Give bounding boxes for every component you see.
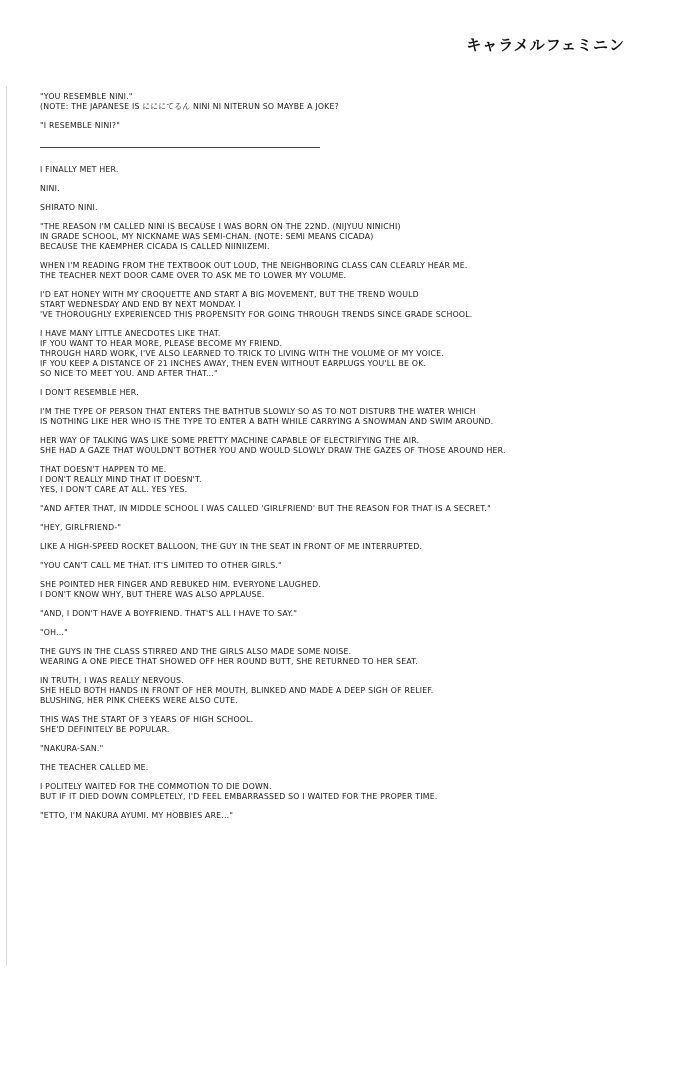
paragraph bbox=[40, 436, 660, 456]
text-line: "YOU RESEMBLE NINI." bbox=[40, 92, 133, 101]
text-line: I'D EAT HONEY WITH MY CROQUETTE AND START A BIG MOVEMENT, BUT THE TREND WOULD bbox=[40, 290, 419, 299]
text-line: "YOU CAN'T CALL ME THAT. IT'S LIMITED TO OTHER GIRLS." bbox=[40, 561, 282, 570]
text-line: SHE POINTED HER FINGER AND REBUKED HIM. EVERYONE LAUGHED. bbox=[40, 580, 322, 589]
paragraph bbox=[40, 647, 660, 667]
paragraph bbox=[40, 261, 660, 281]
text-line: SHE HELD BOTH HANDS IN FRONT OF HER MOUTH, BLINKED AND MADE A DEEP SIGH OF RELIEF. bbox=[40, 686, 434, 695]
text-line: WEARING A ONE PIECE THAT SHOWED OFF HER ROUND BUTT, SHE RETURNED TO HER SEAT. bbox=[40, 657, 418, 666]
text-line: THAT DOESN'T HAPPEN TO ME. bbox=[40, 465, 167, 474]
text-line: WHEN I'M READING FROM THE TEXTBOOK OUT LOUD, THE NEIGHBORING CLASS CAN CLEARLY HEAR ME. bbox=[40, 261, 468, 270]
text-line: "NAKURA-SAN." bbox=[40, 744, 104, 753]
text-line: I HAVE MANY LITTLE ANECDOTES LIKE THAT. bbox=[40, 329, 221, 338]
text-line: HER WAY OF TALKING WAS LIKE SOME PRETTY MACHINE CAPABLE OF ELECTRIFYING THE AIR. bbox=[40, 436, 420, 445]
paragraph bbox=[40, 609, 660, 619]
paragraph bbox=[40, 203, 660, 213]
text-line: IS NOTHING LIKE HER WHO IS THE TYPE TO ENTER A BATH WHILE CARRYING A SNOWMAN AND SWIM AROUND. bbox=[40, 417, 494, 426]
text-line: THIS WAS THE START OF 3 YEARS OF HIGH SCHOOL. bbox=[40, 715, 254, 724]
text-line: IF YOU KEEP A DISTANCE OF 21 INCHES AWAY, THEN EVEN WITHOUT EARPLUGS YOU'LL BE OK. bbox=[40, 359, 427, 368]
paragraph bbox=[40, 561, 660, 571]
paragraph bbox=[40, 184, 660, 194]
paragraph bbox=[40, 715, 660, 735]
text-line: "AND AFTER THAT, IN MIDDLE SCHOOL I WAS CALLED 'GIRLFRIEND' BUT THE REASON FOR THAT IS A SECRET." bbox=[40, 504, 491, 513]
text-line: SO NICE TO MEET YOU. AND AFTER THAT..." bbox=[40, 369, 218, 378]
text-line: "ETTO, I'M NAKURA AYUMI. MY HOBBIES ARE..." bbox=[40, 811, 234, 820]
text-line: "HEY, GIRLFRIEND-" bbox=[40, 523, 122, 532]
text-line: IN GRADE SCHOOL, MY NICKNAME WAS SEMI-CHAN. (NOTE: SEMI MEANS CICADA) bbox=[40, 232, 374, 241]
text-line: SHE HAD A GAZE THAT WOULDN'T BOTHER YOU AND WOULD SLOWLY DRAW THE GAZES OF THOSE AROUND HER. bbox=[40, 446, 506, 455]
text-line: BLUSHING, HER PINK CHEEKS WERE ALSO CUTE. bbox=[40, 696, 238, 705]
text-line: "OH..." bbox=[40, 628, 68, 637]
text-line: I'M THE TYPE OF PERSON THAT ENTERS THE BATHTUB SLOWLY SO AS TO NOT DISTURB THE WATER WHICH bbox=[40, 407, 476, 416]
paragraph bbox=[40, 523, 660, 533]
text-line: START WEDNESDAY AND END BY NEXT MONDAY. I bbox=[40, 300, 241, 309]
intro-section bbox=[40, 92, 660, 131]
section-separator bbox=[40, 147, 320, 148]
paragraph bbox=[40, 504, 660, 514]
text-line: LIKE A HIGH-SPEED ROCKET BALLOON, THE GUY IN THE SEAT IN FRONT OF ME INTERRUPTED. bbox=[40, 542, 423, 551]
text-line: SHE'D DEFINITELY BE POPULAR. bbox=[40, 725, 170, 734]
paragraph bbox=[40, 676, 660, 706]
paragraph bbox=[40, 121, 660, 131]
text-line: I DON'T RESEMBLE HER. bbox=[40, 388, 139, 397]
text-line: BECAUSE THE KAEMPHER CICADA IS CALLED NIINIIZEMI. bbox=[40, 242, 270, 251]
paragraph bbox=[40, 744, 660, 754]
text-line: 'VE THOROUGHLY EXPERIENCED THIS PROPENSITY FOR GOING THROUGH TRENDS SINCE GRADE SCHOOL. bbox=[40, 310, 473, 319]
text-line: YES, I DON'T CARE AT ALL. YES YES. bbox=[40, 485, 188, 494]
text-line: I DON'T REALLY MIND THAT IT DOESN'T. bbox=[40, 475, 202, 484]
text-line: NINI. bbox=[40, 184, 60, 193]
paragraph bbox=[40, 329, 660, 379]
paragraph bbox=[40, 628, 660, 638]
paragraph bbox=[40, 92, 660, 112]
paragraph bbox=[40, 222, 660, 252]
paragraph bbox=[40, 290, 660, 320]
text-line: (NOTE: THE JAPANESE IS にににてるん NINI NI NITERUN SO MAYBE A JOKE? bbox=[40, 102, 339, 111]
text-line: IN TRUTH, I WAS REALLY NERVOUS. bbox=[40, 676, 184, 685]
paragraph bbox=[40, 542, 660, 552]
paragraph bbox=[40, 763, 660, 773]
text-line: IF YOU WANT TO HEAR MORE, PLEASE BECOME MY FRIEND. bbox=[40, 339, 283, 348]
paragraph bbox=[40, 465, 660, 495]
paragraph bbox=[40, 165, 660, 175]
text-line: BUT IF IT DIED DOWN COMPLETELY, I'D FEEL EMBARRASSED SO I WAITED FOR THE PROPER TIME. bbox=[40, 792, 438, 801]
text-line: THE TEACHER CALLED ME. bbox=[40, 763, 149, 772]
page-edge-divider bbox=[0, 86, 7, 966]
text-line: "AND, I DON'T HAVE A BOYFRIEND. THAT'S ALL I HAVE TO SAY." bbox=[40, 609, 298, 618]
text-line: I POLITELY WAITED FOR THE COMMOTION TO DIE DOWN. bbox=[40, 782, 272, 791]
paragraph bbox=[40, 580, 660, 600]
paragraph bbox=[40, 388, 660, 398]
series-logo: キャラメルフェミニン bbox=[466, 36, 625, 54]
text-line: SHIRATO NINI. bbox=[40, 203, 98, 212]
paragraph bbox=[40, 782, 660, 802]
text-line: THROUGH HARD WORK, I'VE ALSO LEARNED TO TRICK TO LIVING WITH THE VOLUME OF MY VOICE. bbox=[40, 349, 444, 358]
text-line: I DON'T KNOW WHY, BUT THERE WAS ALSO APPLAUSE. bbox=[40, 590, 265, 599]
text-line: I FINALLY MET HER. bbox=[40, 165, 119, 174]
text-line: "I RESEMBLE NINI?" bbox=[40, 121, 120, 130]
main-section bbox=[40, 165, 660, 821]
text-line: THE TEACHER NEXT DOOR CAME OVER TO ASK ME TO LOWER MY VOLUME. bbox=[40, 271, 347, 280]
document-body bbox=[40, 92, 660, 830]
text-line: THE GUYS IN THE CLASS STIRRED AND THE GIRLS ALSO MADE SOME NOISE. bbox=[40, 647, 352, 656]
paragraph bbox=[40, 811, 660, 821]
paragraph bbox=[40, 407, 660, 427]
text-line: "THE REASON I'M CALLED NINI IS BECAUSE I WAS BORN ON THE 22ND. (NIJYUU NINICHI) bbox=[40, 222, 401, 231]
